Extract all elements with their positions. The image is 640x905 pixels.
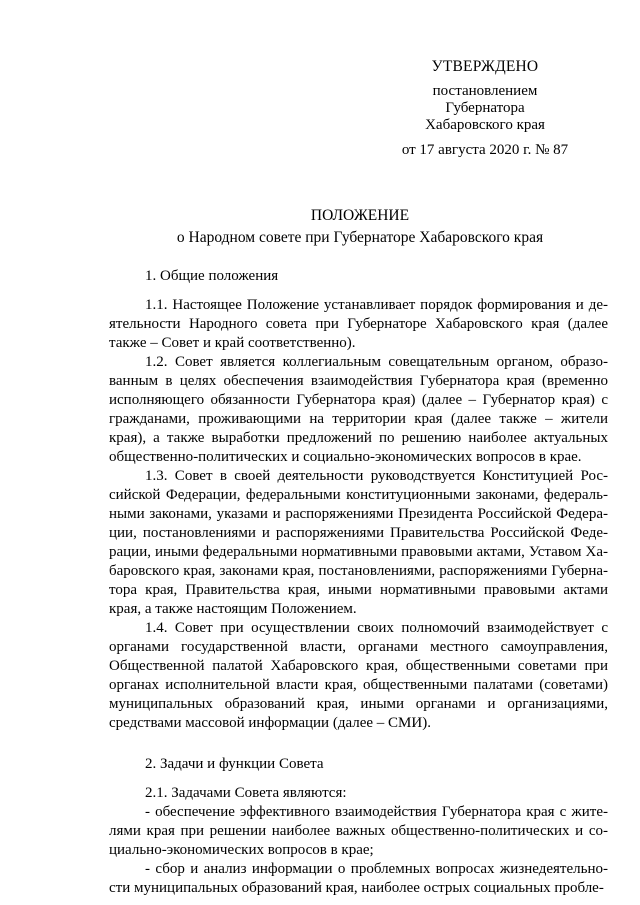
approval-date: от 17 августа 2020 г. № 87 [401,142,569,158]
paragraph-1-3: 1.3. Совет в своей деятельности руководствуется Конституцией Российской Федерации, федеральными конституционными законами, федеральными законами, указами и распоряжениями Президента Российской Федерации, постановлениями и распоряжениями Правительства Российской Федерации, иными федеральными нормативными правовыми актами, Уставом Хабаровского края, законами края, постановлениями, распоряжениями Губернатора края, Правительства края, иными нормативными правовыми актами края, а также настоящим Положением. [109,468,608,617]
paragraph-2-1-a: - обеспечение эффективного взаимодействия Губернатора края с жителями края при решении наиболее важных общественно-политических и социально-экономических вопросов в крае; [109,804,608,858]
paragraph-1-1: 1.1. Настоящее Положение устанавливает порядок формирования и деятельности Народного совета при Губернаторе Хабаровского края (далее также – Совет и край соответственно). [109,297,608,351]
paragraph-2-1-b: - сбор и анализ информации о проблемных вопросах жизнедеятельности муниципальных образований края, наиболее острых социальных пробле- [109,861,608,896]
paragraph-2-1: 2.1. Задачами Совета являются: [145,785,347,801]
approval-line-2: Губернатора [445,100,525,116]
paragraph-1-2: 1.2. Совет является коллегиальным совещательным органом, образованным в целях обеспечения взаимодействия Губернатора края (временно исполняющего обязанности Губернатора края) (далее – Губернатор края) с гражданами, проживающими на территории края (далее также – жители края), а также выработки предложений по решению наиболее актуальных общественно-политических и социально-экономических вопросов в крае. [109,354,608,465]
document-body [109,267,608,898]
approval-line-1: постановлением [432,83,538,99]
section-2-heading: 2. Задачи и функции Совета [145,756,324,772]
paragraph-1-4: 1.4. Совет при осуществлении своих полномочий взаимодействует с органами государственной власти, органами местного самоуправления, Общественной палатой Хабаровского края, общественными советами при органах исполнительной власти края, общественными палатами (советами) муниципальных образований края, иными органами и организациями, средствами массовой информации (далее – СМИ). [109,620,608,731]
approval-heading: УТВЕРЖДЕНО [431,58,539,75]
document-heading: ПОЛОЖЕНИЕ [310,207,410,224]
document-subheading: о Народном совете при Губернаторе Хабаровского края [176,229,544,246]
section-1-heading: 1. Общие положения [145,268,279,284]
approval-line-3: Хабаровского края [425,117,545,133]
approval-stamp [380,58,590,159]
document-title [60,205,640,249]
